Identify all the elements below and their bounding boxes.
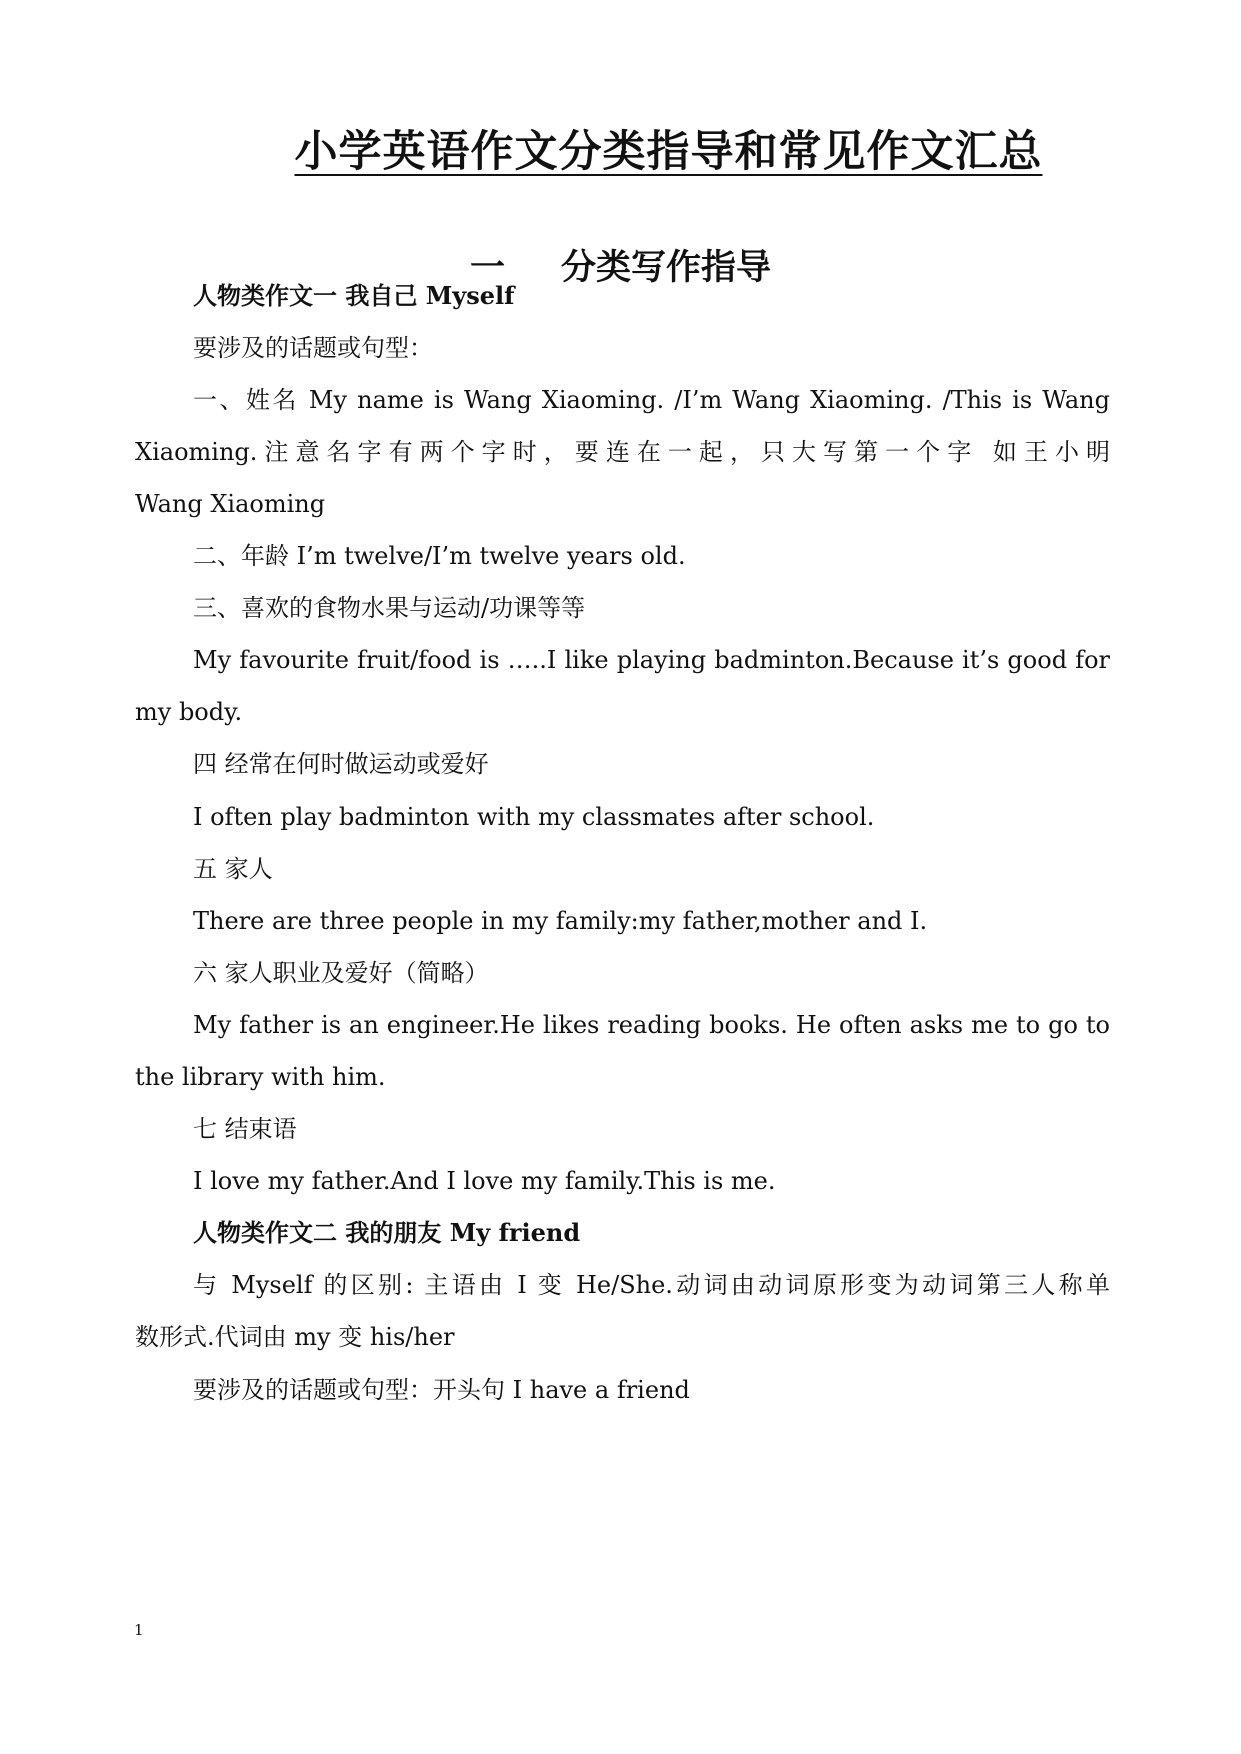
text-line-name-note: Xiaoming.注意名字有两个字时，要连在一起，只大写第一个字 如王小明 (135, 438, 1110, 466)
text-line-name-example: Wang Xiaoming (135, 490, 326, 518)
text-line-jobs-heading: 六 家人职业及爱好（简略） (193, 959, 489, 987)
section-label: 分类写作指导 (561, 248, 772, 288)
text-line-opening: 要涉及的话题或句型：开头句 I have a friend (193, 1376, 690, 1404)
topic-intro: 要涉及的话题或句型： (193, 334, 433, 362)
text-line-likes: My favourite fruit/food is …..I like playing badminton.Because it’s good for (193, 646, 1110, 674)
text-line-hobby-heading: 四 经常在何时做运动或爱好 (193, 750, 489, 778)
text-line-jobs-end: the library with him. (135, 1063, 386, 1091)
document-title-text: 小学英语作文分类指导和常见作文汇总 (294, 127, 1043, 177)
text-line-difference: 与 Myself 的区别: 主语由 I 变 He/She.动词由动词原形变为动词第三人称单 (193, 1271, 1110, 1299)
text-line-hobby: I often play badminton with my classmates after school. (193, 803, 875, 831)
text-line-name: 一、姓名 My name is Wang Xiaoming. /I’m Wang Xiaoming. /This is Wang (193, 386, 1110, 414)
text-line-likes-end: my body. (135, 698, 243, 726)
essay-heading-my-friend: 人物类作文二 我的朋友 My friend (193, 1218, 581, 1247)
essay-heading-myself: 人物类作文一 我自己 Myself (193, 281, 515, 310)
text-line-age: 二、年龄 I’m twelve/I’m twelve years old. (193, 542, 686, 570)
page-number: 1 (134, 1621, 144, 1639)
text-line-jobs: My father is an engineer.He likes reading books. He often asks me to go to (193, 1011, 1110, 1039)
text-line-ending: I love my father.And I love my family.This is me. (193, 1167, 776, 1195)
text-line-difference-end: 数形式.代词由 my 变 his/her (135, 1323, 455, 1351)
text-line-likes-heading: 三、喜欢的食物水果与运动/功课等等 (193, 594, 586, 622)
document-title (0, 122, 1241, 182)
text-line-ending-heading: 七 结束语 (193, 1115, 297, 1143)
text-line-family: There are three people in my family:my father,mother and I. (193, 907, 928, 935)
text-line-family-heading: 五 家人 (193, 855, 273, 883)
section-number: 一 (469, 248, 505, 288)
